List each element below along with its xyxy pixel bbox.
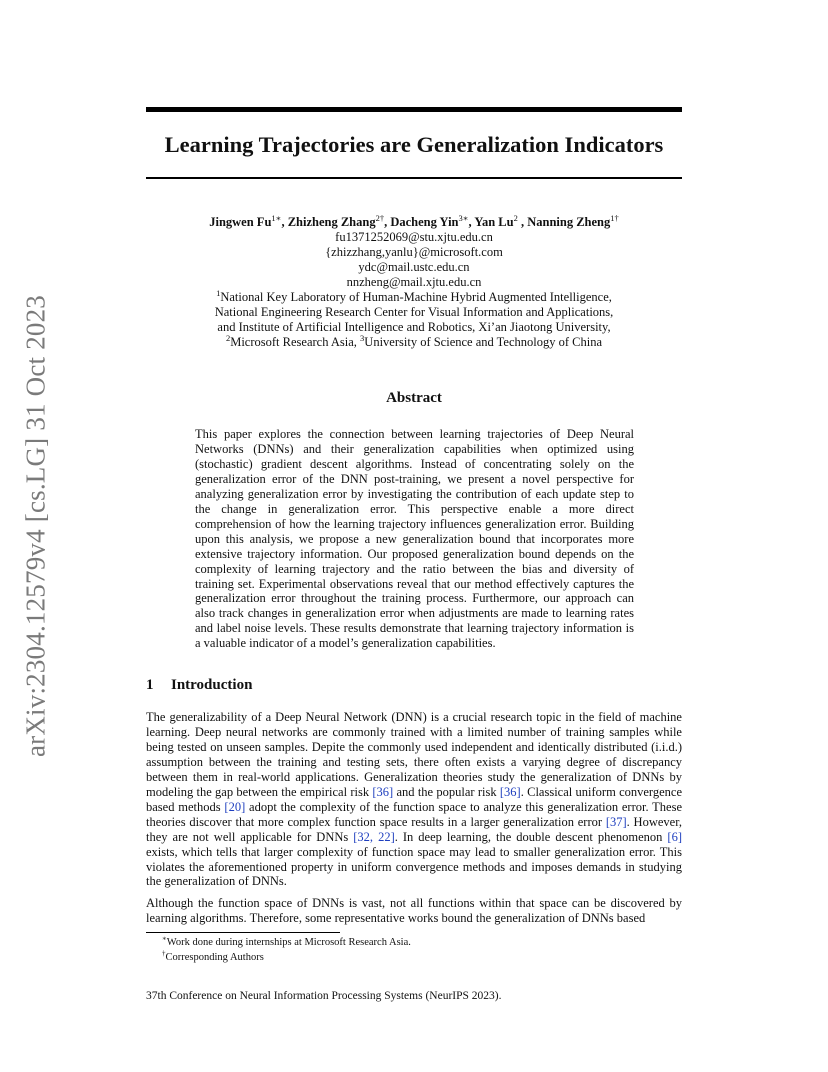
section-title: Introduction bbox=[171, 677, 253, 693]
affiliation-text: Microsoft Research Asia, bbox=[230, 335, 361, 349]
author-email: {zhizzhang,yanlu}@microsoft.com bbox=[325, 245, 503, 259]
citation-link[interactable]: [20] bbox=[224, 799, 246, 814]
section-number: 1 bbox=[146, 677, 154, 693]
citation-link[interactable]: [36] bbox=[372, 784, 394, 799]
citation-link[interactable]: [37] bbox=[605, 814, 627, 829]
affiliation-1-cont: National Engineering Research Center for Visual Information and Applications, bbox=[214, 305, 614, 319]
citation-link[interactable]: [36] bbox=[499, 784, 521, 799]
text-run: adopt the complexity of the function space to analyze this generalization error. These theories discover that more complex function space results in a larger generalization error bbox=[146, 799, 682, 829]
footnote-text: Corresponding Authors bbox=[165, 952, 264, 963]
author-list: Jingwen $Fu^{1∗}$, Zhizheng Zhang$^{2\dagger}$, Dacheng Yin$^{3∗}$, Yan Lu$^2$ , Nanning Zheng$^{1\dagger}$ bbox=[209, 212, 619, 229]
affiliation-mark: 1 bbox=[216, 287, 221, 298]
affiliation-mark: 3 bbox=[360, 332, 365, 343]
author-name: Yan Lu bbox=[474, 215, 514, 229]
author-mark: 2 bbox=[513, 212, 518, 223]
text-run: . However, they are not well applicable for DNNs bbox=[146, 814, 682, 844]
footnote-rule bbox=[146, 932, 340, 933]
author-mark: 1† bbox=[610, 212, 619, 223]
citation-link[interactable]: [6] bbox=[667, 829, 682, 844]
text-run: exists, which tells that larger complexity of function space may lead to smaller generalization error. This violates the aforementioned property in uniform convergence methods and imposes demands in studying the generalization of DNNs. bbox=[146, 844, 682, 889]
footnote-mark: † bbox=[162, 949, 166, 958]
text-run: The generalizability of a Deep Neural Network (DNN) is a crucial research topic in the field of machine learning. Deep neural networks are commonly trained with a limited number of training samples while being tested on unseen samples. Depite the commonly used independent and identically distributed (i.i.d.) assumption between the training and testing sets, there often exists a varying degree of discrepancy between them in real-world applications. Generalization theories study the generalization of DNNs by modeling the gap between the empirical risk bbox=[146, 710, 682, 799]
affiliation-1 bbox=[146, 287, 682, 305]
paper-title: Learning Trajectories are Generalization Indicators bbox=[164, 132, 664, 157]
author-email: nnzheng@mail.xjtu.edu.cn bbox=[346, 275, 482, 289]
author-email: fu1371252069@stu.xjtu.edu.cn bbox=[335, 230, 493, 244]
citation-link[interactable]: [32, 22] bbox=[353, 829, 395, 844]
footnote bbox=[162, 935, 411, 950]
text-run: . In deep learning, the double descent phenomenon bbox=[394, 829, 668, 844]
introduction-body bbox=[146, 710, 682, 933]
author-mark: 1∗ bbox=[271, 212, 282, 223]
footnote bbox=[162, 950, 411, 965]
affiliation-text: University of Science and Technology of China bbox=[364, 335, 603, 349]
author-mark: 2† bbox=[375, 212, 385, 223]
title-top-rule bbox=[146, 107, 682, 112]
author-name: Dacheng Yin bbox=[390, 215, 459, 229]
text-run: and the popular risk bbox=[393, 784, 500, 799]
paragraph bbox=[146, 710, 682, 889]
abstract-heading: Abstract bbox=[386, 390, 442, 406]
title-bottom-rule bbox=[146, 177, 682, 179]
affiliation-2-3 bbox=[146, 332, 682, 350]
paragraph: Although the function space of DNNs is vast, not all functions within that space can be discovered by learning algorithms. Therefore, some representative works bound the generalization of DNNs based bbox=[146, 896, 682, 926]
arxiv-id: arXiv:2304.12579v4 [cs.LG] 31 Oct 2023 bbox=[20, 294, 51, 758]
text-run: . Classical uniform convergence based methods bbox=[146, 784, 682, 814]
author-block bbox=[146, 212, 682, 350]
author-name: Zhizheng Zhang bbox=[287, 215, 376, 229]
section-heading bbox=[146, 675, 252, 695]
affiliation-mark: 2 bbox=[225, 332, 231, 343]
author-mark: 3∗ bbox=[458, 212, 469, 223]
conference-note: 37th Conference on Neural Information Processing Systems (NeurIPS 2023). bbox=[146, 990, 502, 1002]
author-name: Jingwen Fu bbox=[209, 215, 272, 229]
author-name: Nanning Zheng bbox=[527, 215, 611, 229]
footnotes bbox=[162, 935, 411, 965]
footnote-mark: ∗ bbox=[162, 934, 167, 943]
affiliation-text: National Key Laboratory of Human-Machine Hybrid Augmented Intelligence, bbox=[220, 290, 612, 304]
footnote-text: Work done during internships at Microsoft Research Asia. bbox=[166, 937, 411, 948]
affiliation-1-cont: and Institute of Artificial Intelligence and Robotics, Xi’an Jiaotong University, bbox=[217, 320, 611, 334]
abstract-text: This paper explores the connection between learning trajectories of Deep Neural Networks (DNNs) and their generalization capabilities when optimized using (stochastic) gradient descent algorithms. Instead of concentrating solely on the generalization error of the DNN post-training, we present a novel perspective for analyzing generalization error by investigating the contribution of each update step to the change in generalization error. This perspective enable a more direct comprehension of how the learning trajectory influences generalization error. Building upon this analysis, we propose a new generalization bound that incorporates more extensive trajectory information. Our proposed generalization bound depends on the complexity of learning trajectory and the ratio between the bias and diversity of training set. Experimental observations reveal that our method effectively captures the generalization error throughout the training process. Furthermore, our approach can also track changes in generalization error when adjustments are made to learning rates and label noise levels. These results demonstrate that learning trajectory information is a valuable indicator of a model’s generalization capabilities. bbox=[195, 427, 634, 651]
author-email: ydc@mail.ustc.edu.cn bbox=[358, 260, 470, 274]
